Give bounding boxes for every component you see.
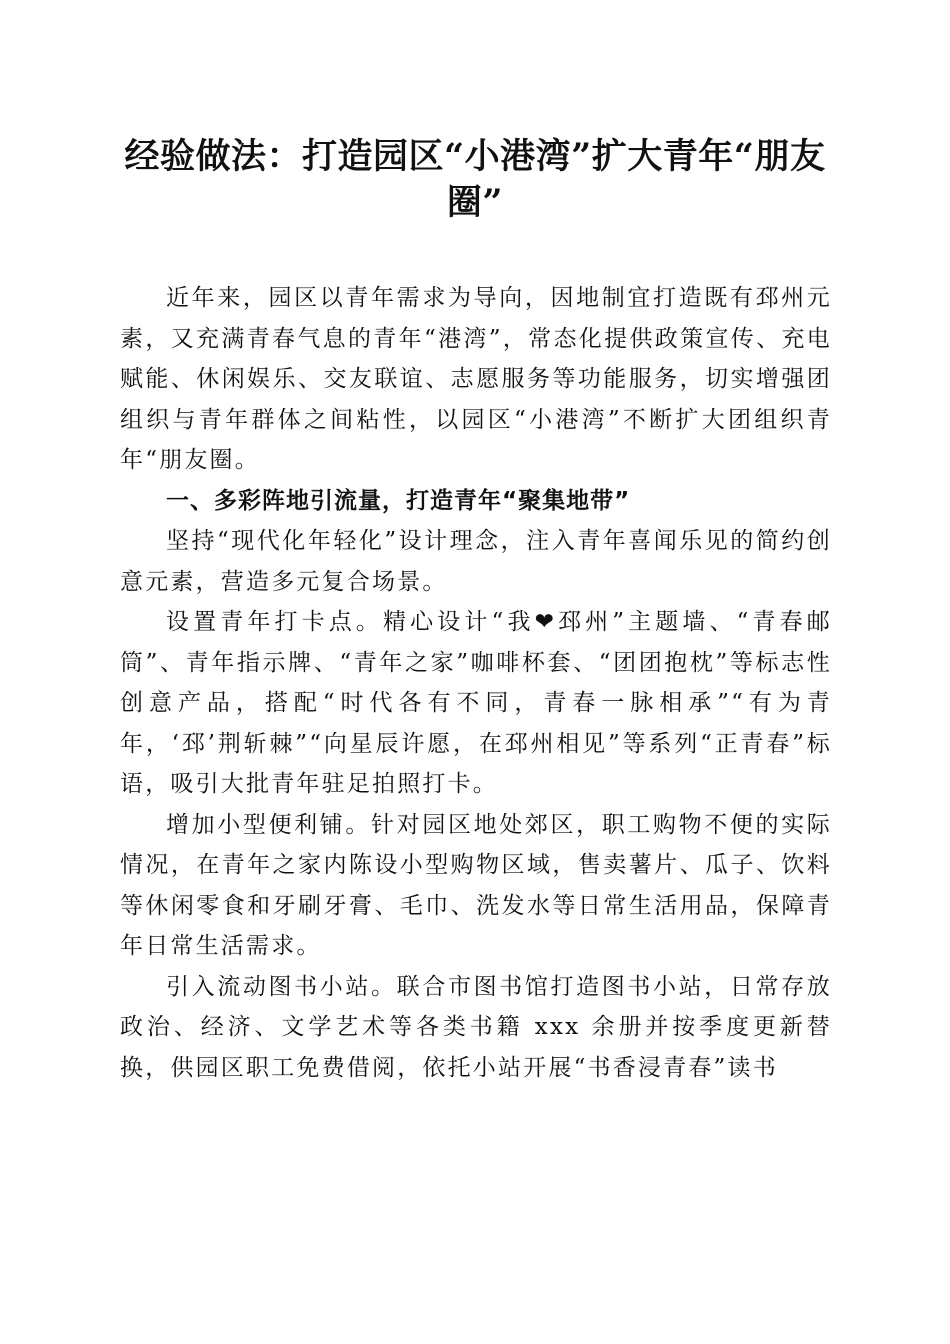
mobile-library-paragraph: 引入流动图书小站。联合市图书馆打造图书小站，日常存放政治、经济、文学艺术等各类书籍 xxx 余册并按季度更新替换，供园区职工免费借阅，依托小站开展“书香浸青春”读书 — [120, 973, 832, 1081]
convenience-store-paragraph: 增加小型便利铺。针对园区地处郊区，职工购物不便的实际情况，在青年之家内陈设小型购物区域，售卖薯片、瓜子、饮料等休闲零食和牙刷牙膏、毛巾、洗发水等日常生活用品，保障青年日常生活需求。 — [120, 811, 832, 959]
section-1-intro-paragraph: 坚持“现代化年轻化”设计理念，注入青年喜闻乐见的简约创意元素，营造多元复合场景。 — [120, 528, 832, 595]
document-body — [120, 278, 832, 1088]
intro-paragraph: 近年来，园区以青年需求为导向，因地制宜打造既有邳州元素，又充满青春气息的青年“港湾”，常态化提供政策宣传、充电赋能、休闲娱乐、交友联谊、志愿服务等功能服务，切实增强团组织与青年群体之间粘性，以园区“小港湾”不断扩大团组织青年“朋友圈。 — [120, 285, 832, 473]
checkin-point-paragraph: 设置青年打卡点。精心设计“我❤邳州”主题墙、“青春邮筒”、青年指示牌、“青年之家”咖啡杯套、“团团抱枕”等标志性创意产品，搭配“时代各有不同，青春一脉相承”“有为青年，‘邳’荆斩棘”“向星辰许愿，在邳州相见”等系列“正青春”标语，吸引大批青年驻足拍照打卡。 — [120, 609, 832, 797]
section-heading-1: 一、多彩阵地引流量，打造青年“聚集地带” — [166, 487, 631, 514]
document-title: 经验做法：打造园区“小港湾”扩大青年“朋友圈” — [124, 136, 826, 223]
